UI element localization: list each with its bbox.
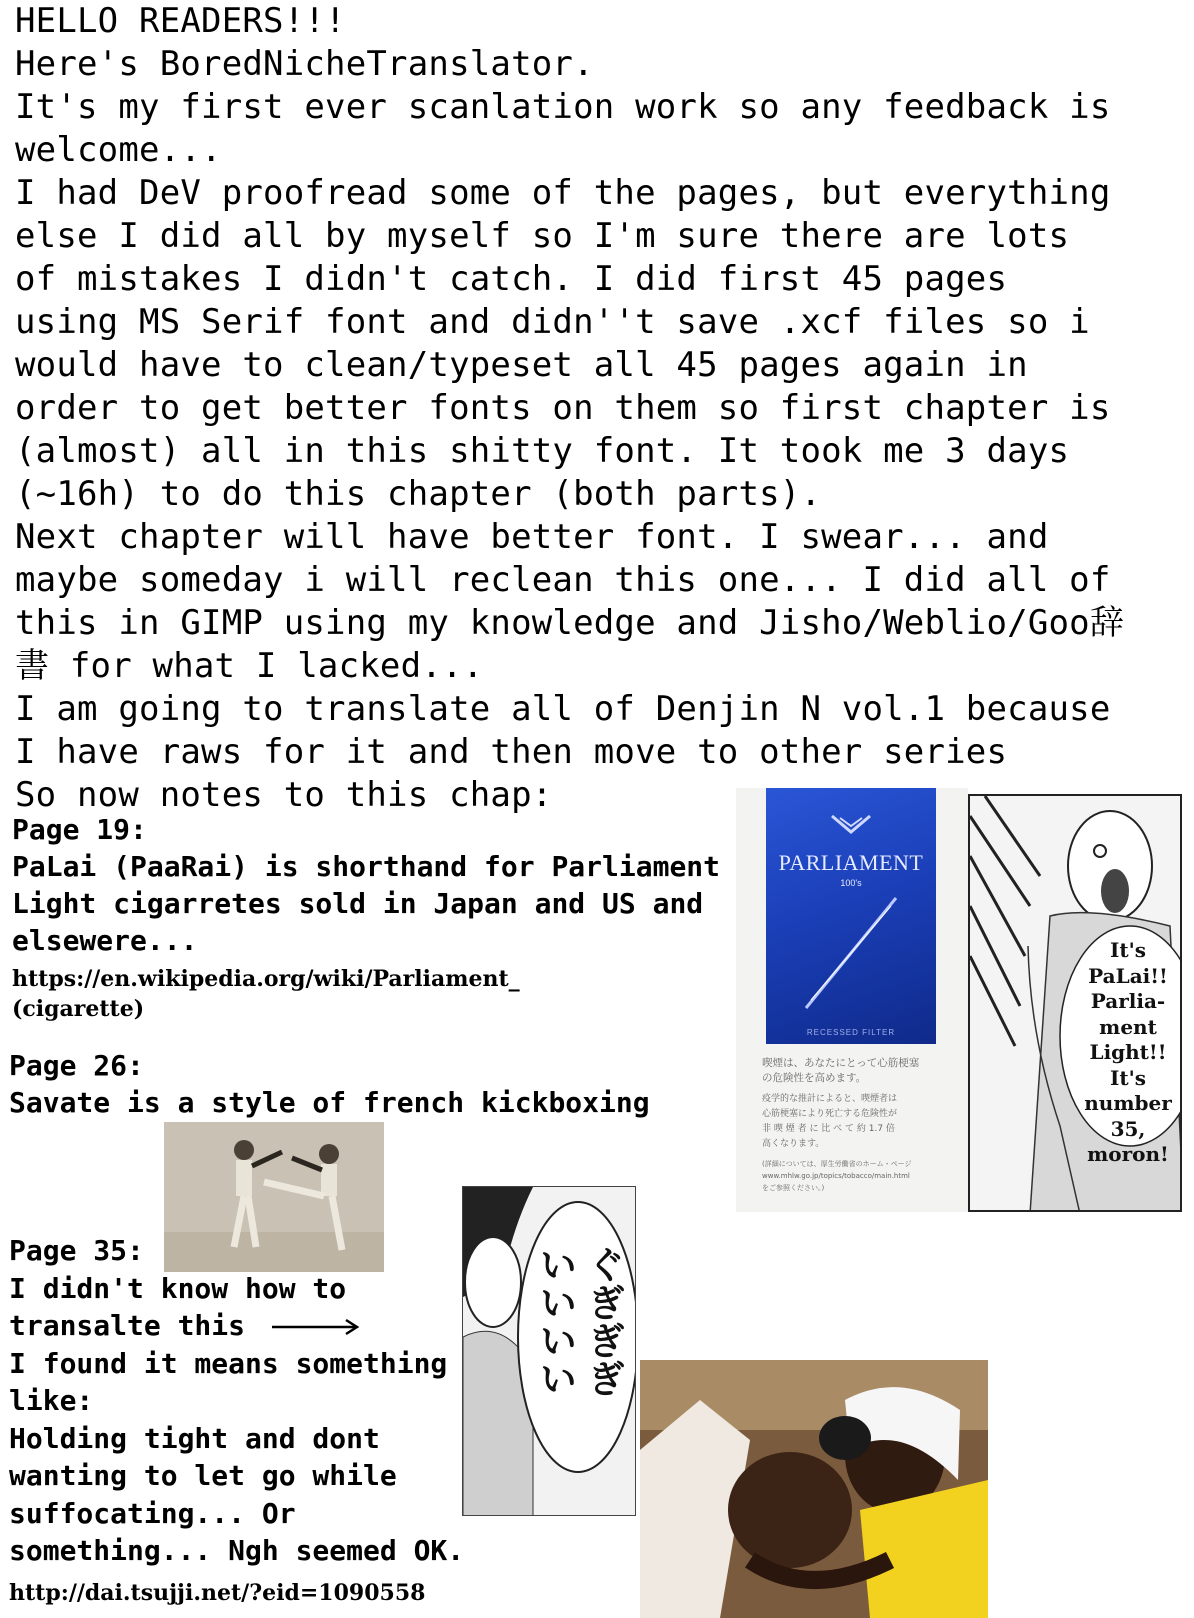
page35-line: something... Ngh seemed OK.	[9, 1534, 465, 1567]
intro-line: would have to clean/typeset all 45 pages again in	[15, 345, 1028, 385]
intro-line: (~16h) to do this chapter (both parts).	[15, 474, 822, 514]
bubble-line: 35,	[1110, 1116, 1146, 1141]
savate-photo	[164, 1122, 384, 1272]
bubble-line: ment	[1099, 1014, 1157, 1039]
wikipedia-link[interactable]: https://en.wikipedia.org/wiki/Parliament_	[12, 966, 520, 992]
warning-line: 喫煙は、あなたにとって心筋梗塞	[762, 1057, 920, 1069]
pack-sub: 100's	[840, 878, 862, 888]
page26-heading: Page 26:	[9, 1049, 144, 1082]
intro-line: So now notes to this chap:	[15, 775, 553, 815]
bubble-line: moron!	[1087, 1142, 1169, 1166]
pack-brand: PARLIAMENT	[778, 850, 924, 875]
intro-line: I have raws for it and then move to other series	[15, 732, 1008, 772]
bubble-line: PaLai!!	[1088, 963, 1168, 988]
bubble-line: It's	[1110, 938, 1146, 962]
page35-line: Holding tight and dont	[9, 1422, 380, 1455]
page35-line: wanting to let go while	[9, 1459, 397, 1492]
page35-line: suffocating... Or	[9, 1497, 296, 1530]
bubble-line: number	[1084, 1091, 1172, 1115]
page19-line: PaLai (PaaRai) is shorthand for Parliament	[12, 850, 721, 883]
intro-line: I am going to translate all of Denjin N vol.1 because	[15, 689, 1111, 729]
page35-line-with-arrow	[9, 1307, 362, 1345]
intro-text	[15, 0, 1185, 817]
intro-line: using MS Serif font and didn''t save .xcf files so i	[15, 302, 1090, 342]
warning-line: 疫学的な推計によると、喫煙者は	[762, 1094, 898, 1104]
bubble-line: It's	[1110, 1065, 1146, 1090]
tsujji-link[interactable]: http://dai.tsujji.net/?eid=1090558	[9, 1580, 426, 1606]
page26-text: Savate is a style of french kickboxing	[9, 1086, 650, 1119]
warning-line: をご参照ください。)	[762, 1184, 825, 1192]
warning-line: 非 喫 煙 者 に 比 べ て 約 1.7 倍	[762, 1124, 895, 1134]
bubble-line: Parlia-	[1090, 989, 1166, 1013]
page35-heading: Page 35:	[9, 1234, 144, 1267]
intro-line: this in GIMP using my knowledge and Jisho/Weblio/Goo辞	[15, 603, 1125, 643]
page35-line: I didn't know how to	[9, 1272, 347, 1305]
warning-line: 高くなります。	[762, 1139, 825, 1149]
intro-line: else I did all by myself so I'm sure there are lots	[15, 216, 1070, 256]
warning-line: 心筋梗塞により死亡する危険性が	[762, 1109, 898, 1119]
warning-line: (詳細については、厚生労働省のホーム・ページ	[762, 1160, 912, 1168]
page35-line: like:	[9, 1384, 94, 1417]
intro-line: order to get better fonts on them so first chapter is	[15, 388, 1111, 428]
pack-front	[766, 788, 936, 1044]
bubble-line: Light!!	[1089, 1040, 1167, 1064]
page19-line: elsewere...	[12, 924, 198, 957]
intro-line: Here's BoredNicheTranslator.	[15, 44, 594, 84]
parliament-pack-image	[736, 788, 968, 1212]
page19-line: Light cigarretes sold in Japan and US and	[12, 887, 704, 920]
pack-graphics	[766, 788, 936, 1044]
intro-line: 書 for what I lacked...	[15, 646, 484, 686]
boxers-headlock-illustration	[640, 1360, 988, 1618]
page19-heading: Page 19:	[12, 813, 147, 846]
warning-line: www.mhlw.go.jp/topics/tobacco/main.html	[762, 1172, 910, 1180]
intro-line: HELLO READERS!!!	[15, 1, 346, 41]
arrow-right-icon	[262, 1317, 362, 1337]
pack-warning	[762, 1056, 962, 1194]
intro-line: Next chapter will have better font. I swear... and	[15, 517, 1049, 557]
warning-line: の危険性を高めます。	[762, 1072, 867, 1084]
manga-panel-palai	[968, 794, 1182, 1212]
intro-line: welcome...	[15, 130, 222, 170]
speech-bubble-palai	[1056, 938, 1182, 1168]
wikipedia-link-cont[interactable]: (cigarette)	[12, 996, 145, 1022]
onomatopoeia-gugigi: ぐぎぎぎ	[581, 1245, 625, 1397]
page35-line: transalte this	[9, 1309, 246, 1342]
headlock-photo	[640, 1360, 988, 1618]
intro-line: It's my first ever scanlation work so any feedback is	[15, 87, 1111, 127]
pack-filter-label: RECESSED FILTER	[806, 1028, 896, 1037]
intro-line: maybe someday i will reclean this one... I did all of	[15, 560, 1111, 600]
intro-line: I had DeV proofread some of the pages, but everything	[15, 173, 1111, 213]
onomatopoeia-iii: いいいい	[533, 1245, 577, 1397]
manga-panel-gigi	[462, 1186, 636, 1516]
intro-line: (almost) all in this shitty font. It took me 3 days	[15, 431, 1070, 471]
page35-line: I found it means something	[9, 1347, 448, 1380]
kickboxers-illustration	[164, 1122, 384, 1272]
intro-line: of mistakes I didn't catch. I did first 45 pages	[15, 259, 1008, 299]
